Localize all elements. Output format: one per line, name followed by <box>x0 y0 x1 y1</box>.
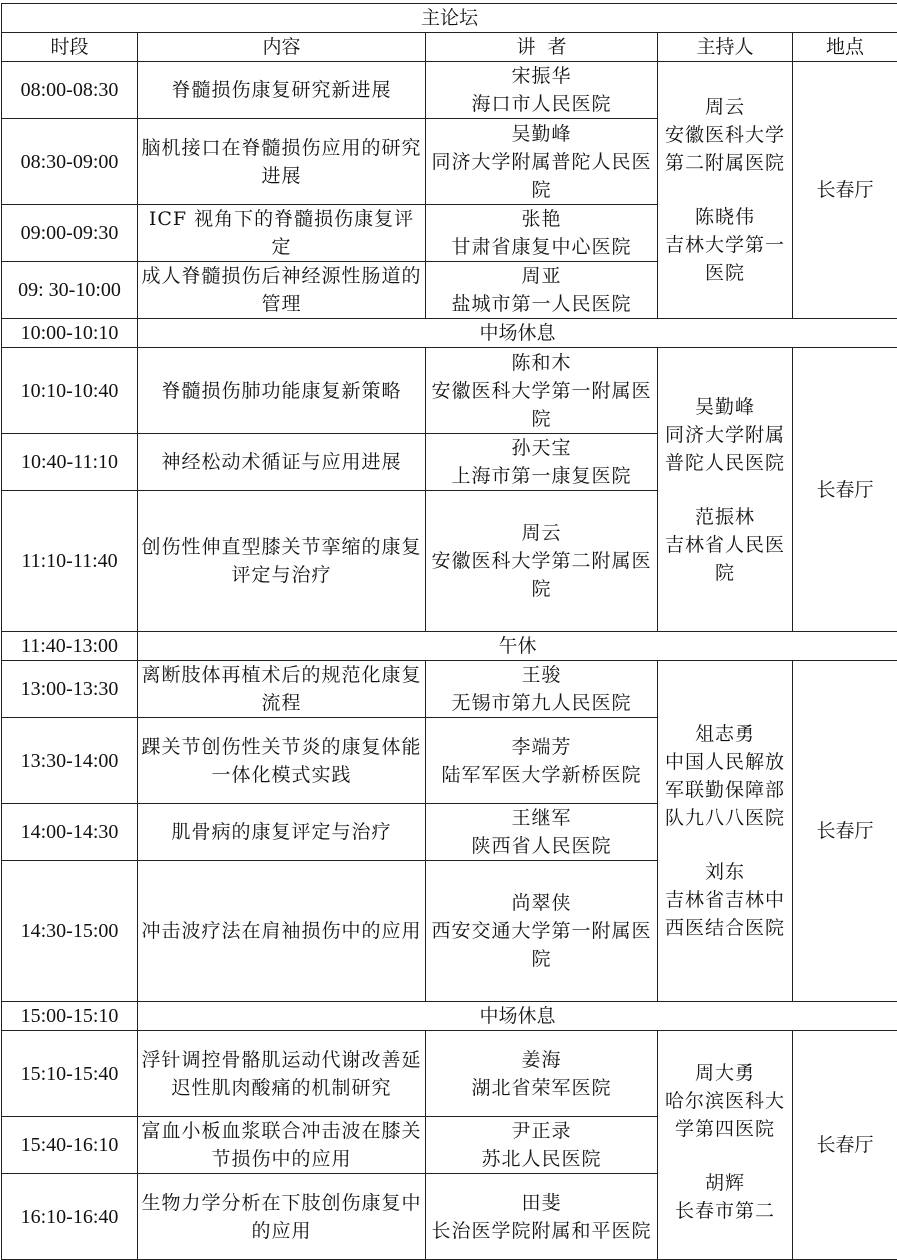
speaker-name: 王骏 <box>429 661 654 689</box>
speaker-org: 陆军军医大学新桥医院 <box>429 761 654 789</box>
table-title: 主论坛 <box>2 4 897 33</box>
host-org: 吉林省吉林中西医结合医院 <box>661 886 789 942</box>
host-org: 吉林大学第一医院 <box>661 231 789 287</box>
speaker-org: 安徽医科大学第二附属医院 <box>429 547 654 603</box>
header-time: 时段 <box>2 33 138 62</box>
header-row <box>2 33 897 62</box>
host-org: 安徽医科大学第二附属医院 <box>661 121 789 177</box>
content-cell: 脊髓损伤肺功能康复新策略 <box>138 348 426 434</box>
speaker-org: 长治医学院附属和平医院 <box>429 1217 654 1245</box>
speaker-org: 无锡市第九人民医院 <box>429 689 654 717</box>
content-cell: ICF 视角下的脊髓损伤康复评定 <box>138 205 426 262</box>
time-cell: 13:30-14:00 <box>2 718 138 804</box>
break-row <box>2 319 897 348</box>
speaker-org: 西安交通大学第一附属医院 <box>429 917 654 973</box>
host-name: 胡辉 <box>661 1169 789 1197</box>
table-row <box>2 348 897 434</box>
header-venue: 地点 <box>793 33 897 62</box>
header-content: 内容 <box>138 33 426 62</box>
time-cell: 09: 30-10:00 <box>2 262 138 319</box>
time-cell: 10:00-10:10 <box>2 319 138 348</box>
speaker-name: 陈和木 <box>429 349 654 377</box>
speaker-name: 周亚 <box>429 262 654 290</box>
content-cell: 脑机接口在脊髓损伤应用的研究进展 <box>138 119 426 205</box>
host-name: 刘东 <box>661 858 789 886</box>
host-name: 范振林 <box>661 503 789 531</box>
break-label: 午休 <box>138 632 897 661</box>
speaker-org: 盐城市第一人民医院 <box>429 290 654 318</box>
content-cell: 肌骨病的康复评定与治疗 <box>138 804 426 861</box>
time-cell: 10:40-11:10 <box>2 434 138 491</box>
time-cell: 11:10-11:40 <box>2 491 138 632</box>
content-cell: 神经松动术循证与应用进展 <box>138 434 426 491</box>
content-cell: 冲击波疗法在肩袖损伤中的应用 <box>138 861 426 1002</box>
speaker-name: 尚翠侠 <box>429 889 654 917</box>
time-cell: 14:30-15:00 <box>2 861 138 1002</box>
speaker-cell <box>426 1117 658 1174</box>
speaker-name: 李端芳 <box>429 733 654 761</box>
speaker-cell <box>426 718 658 804</box>
time-cell: 11:40-13:00 <box>2 632 138 661</box>
host-org: 哈尔滨医科大学第四医院 <box>661 1087 789 1143</box>
venue-cell: 长春厅 <box>793 62 897 319</box>
host-org: 中国人民解放军联勤保障部队九八八医院 <box>661 748 789 832</box>
host-name: 周大勇 <box>661 1059 789 1087</box>
speaker-cell <box>426 434 658 491</box>
host-cell <box>658 348 793 632</box>
speaker-org: 苏北人民医院 <box>429 1145 654 1173</box>
time-cell: 15:00-15:10 <box>2 1002 138 1031</box>
host-cell <box>658 1031 793 1260</box>
table-row <box>2 661 897 718</box>
speaker-cell <box>426 861 658 1002</box>
table-row <box>2 62 897 119</box>
break-label: 中场休息 <box>138 319 897 348</box>
speaker-cell <box>426 205 658 262</box>
time-cell: 15:10-15:40 <box>2 1031 138 1117</box>
time-cell: 08:00-08:30 <box>2 62 138 119</box>
host-name: 周云 <box>661 93 789 121</box>
speaker-org: 海口市人民医院 <box>429 90 654 118</box>
time-cell: 15:40-16:10 <box>2 1117 138 1174</box>
host-org: 同济大学附属普陀人民医院 <box>661 421 789 477</box>
speaker-org: 同济大学附属普陀人民医院 <box>429 148 654 204</box>
speaker-name: 张艳 <box>429 205 654 233</box>
time-cell: 08:30-09:00 <box>2 119 138 205</box>
venue-cell: 长春厅 <box>793 348 897 632</box>
time-cell: 10:10-10:40 <box>2 348 138 434</box>
table-row <box>2 1031 897 1117</box>
schedule-table <box>1 3 897 1260</box>
speaker-cell <box>426 1174 658 1260</box>
speaker-cell <box>426 804 658 861</box>
speaker-name: 王继军 <box>429 804 654 832</box>
content-cell: 成人脊髓损伤后神经源性肠道的管理 <box>138 262 426 319</box>
host-cell <box>658 661 793 1002</box>
table-title-row <box>2 4 897 33</box>
content-cell: 创伤性伸直型膝关节挛缩的康复评定与治疗 <box>138 491 426 632</box>
speaker-name: 姜海 <box>429 1046 654 1074</box>
speaker-org: 上海市第一康复医院 <box>429 462 654 490</box>
speaker-cell <box>426 1031 658 1117</box>
speaker-cell <box>426 661 658 718</box>
speaker-cell <box>426 348 658 434</box>
host-name: 俎志勇 <box>661 720 789 748</box>
venue-cell: 长春厅 <box>793 1031 897 1260</box>
venue-cell: 长春厅 <box>793 661 897 1002</box>
content-cell: 富血小板血浆联合冲击波在膝关节损伤中的应用 <box>138 1117 426 1174</box>
speaker-name: 周云 <box>429 519 654 547</box>
time-cell: 16:10-16:40 <box>2 1174 138 1260</box>
content-cell: 踝关节创伤性关节炎的康复体能一体化模式实践 <box>138 718 426 804</box>
break-row <box>2 632 897 661</box>
host-org: 长春市第二 <box>661 1197 789 1225</box>
host-org: 吉林省人民医院 <box>661 531 789 587</box>
break-label: 中场休息 <box>138 1002 897 1031</box>
speaker-cell <box>426 262 658 319</box>
header-host: 主持人 <box>658 33 793 62</box>
speaker-org: 陕西省人民医院 <box>429 832 654 860</box>
speaker-name: 尹正录 <box>429 1117 654 1145</box>
host-name: 陈晓伟 <box>661 203 789 231</box>
speaker-org: 湖北省荣军医院 <box>429 1074 654 1102</box>
host-cell <box>658 62 793 319</box>
speaker-cell <box>426 491 658 632</box>
speaker-cell <box>426 62 658 119</box>
host-name: 吴勤峰 <box>661 393 789 421</box>
speaker-name: 宋振华 <box>429 62 654 90</box>
speaker-name: 吴勤峰 <box>429 120 654 148</box>
speaker-org: 甘肃省康复中心医院 <box>429 233 654 261</box>
time-cell: 13:00-13:30 <box>2 661 138 718</box>
break-row <box>2 1002 897 1031</box>
content-cell: 脊髓损伤康复研究新进展 <box>138 62 426 119</box>
speaker-org: 安徽医科大学第一附属医院 <box>429 377 654 433</box>
time-cell: 09:00-09:30 <box>2 205 138 262</box>
content-cell: 离断肢体再植术后的规范化康复流程 <box>138 661 426 718</box>
content-cell: 生物力学分析在下肢创伤康复中的应用 <box>138 1174 426 1260</box>
time-cell: 14:00-14:30 <box>2 804 138 861</box>
speaker-cell <box>426 119 658 205</box>
content-cell: 浮针调控骨骼肌运动代谢改善延迟性肌肉酸痛的机制研究 <box>138 1031 426 1117</box>
header-speaker: 讲 者 <box>426 33 658 62</box>
speaker-name: 孙天宝 <box>429 434 654 462</box>
speaker-name: 田斐 <box>429 1189 654 1217</box>
